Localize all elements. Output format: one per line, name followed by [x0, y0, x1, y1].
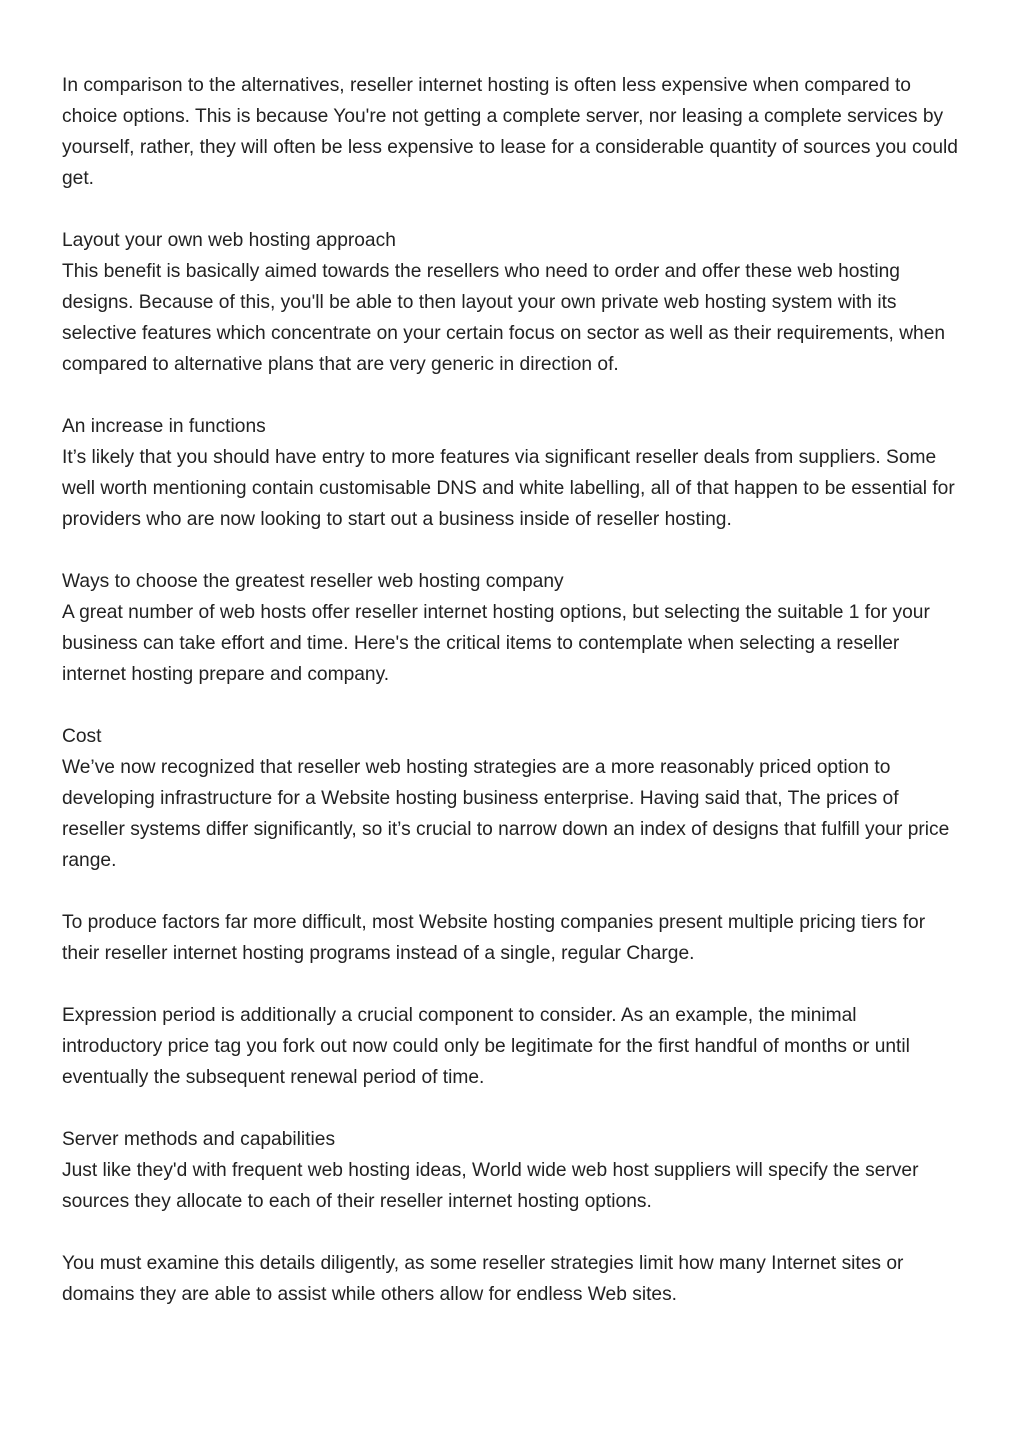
section-heading: Layout your own web hosting approach	[62, 230, 396, 251]
paragraph: We’ve now recognized that reseller web hosting strategies are a more reasonably priced option to developing infrastructure for a Website hosting business enterprise. Having said that, The prices of reseller systems differ significantly, so it’s crucial to narrow down an index of designs that fulfill your price range.	[62, 757, 950, 871]
section-heading: Cost	[62, 726, 102, 747]
paragraph: You must examine this details diligently, as some reseller strategies limit how many Internet sites or domains they are able to assist while others allow for endless Web sites.	[62, 1253, 904, 1305]
section-heading: Ways to choose the greatest reseller web hosting company	[62, 571, 564, 592]
section-heading: An increase in functions	[62, 416, 266, 437]
paragraph: A great number of web hosts offer reseller internet hosting options, but selecting the suitable 1 for your business can take effort and time. Here's the critical items to contemplate when selecting a reseller internet hosting prepare and company.	[62, 602, 930, 685]
section-cost	[62, 721, 962, 876]
paragraph: Just like they'd with frequent web hosting ideas, World wide web host suppliers will specify the server sources they allocate to each of their reseller internet hosting options.	[62, 1160, 919, 1212]
section-intro	[62, 70, 962, 194]
paragraph: In comparison to the alternatives, reseller internet hosting is often less expensive when compared to choice options. This is because You're not getting a complete server, nor leasing a complete services by yourself, rather, they will often be less expensive to lease for a considerable quantity of sources you could get.	[62, 75, 958, 189]
section-server-resources	[62, 1124, 962, 1217]
document-page	[62, 70, 962, 1341]
section-site-limits	[62, 1248, 962, 1310]
section-heading: Server methods and capabilities	[62, 1129, 336, 1150]
section-term-period	[62, 1000, 962, 1093]
section-functions	[62, 411, 962, 535]
section-pricing-tiers	[62, 907, 962, 969]
paragraph: To produce factors far more difficult, most Website hosting companies present multiple pricing tiers for their reseller internet hosting programs instead of a single, regular Charge.	[62, 912, 926, 964]
paragraph: Expression period is additionally a crucial component to consider. As an example, the minimal introductory price tag you fork out now could only be legitimate for the first handful of months or until eventually the subsequent renewal period of time.	[62, 1005, 910, 1088]
section-layout-approach	[62, 225, 962, 380]
paragraph: It’s likely that you should have entry to more features via significant reseller deals from suppliers. Some well worth mentioning contain customisable DNS and white labelling, all of that happen to be essential for providers who are now looking to start out a business inside of reseller hosting.	[62, 447, 955, 530]
paragraph: This benefit is basically aimed towards the resellers who need to order and offer these web hosting designs. Because of this, you'll be able to then layout your own private web hosting system with its selective features which concentrate on your certain focus on sector as well as their requirements, when compared to alternative plans that are very generic in direction of.	[62, 261, 946, 375]
section-choose-company	[62, 566, 962, 690]
